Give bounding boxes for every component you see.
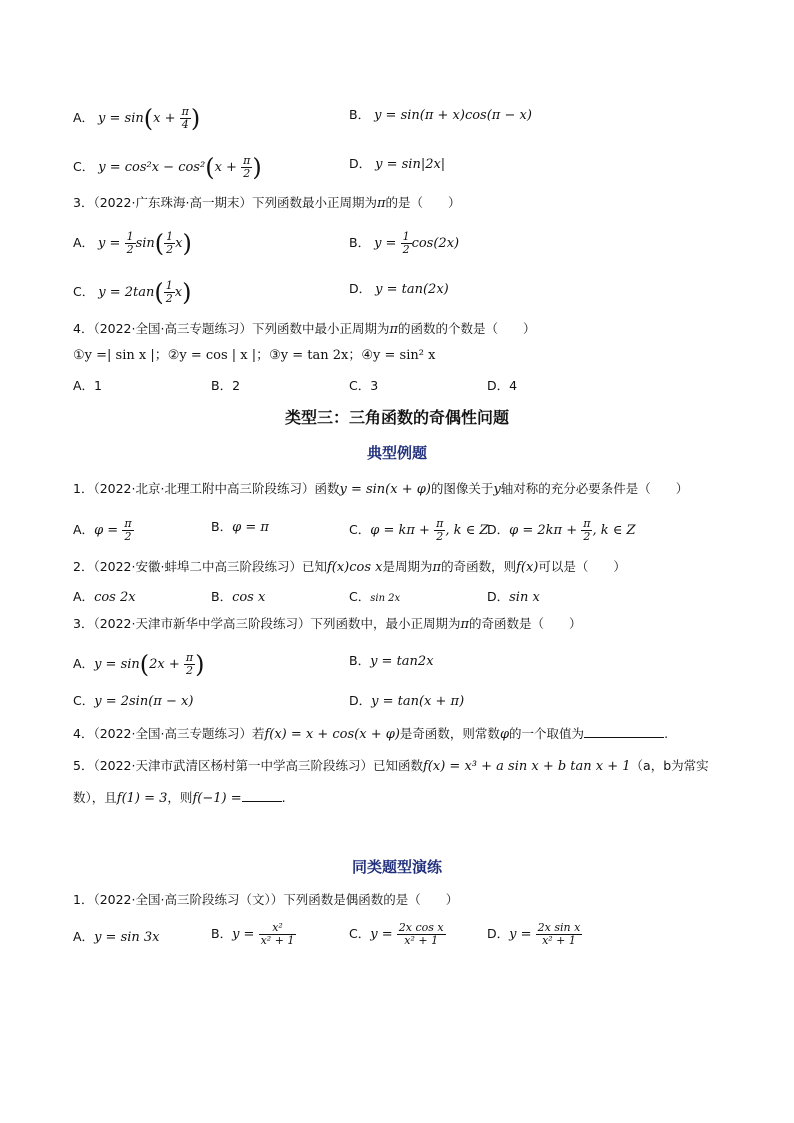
e1-option-a: A．φ = $\frac{\pi}{2}$: [73, 517, 132, 543]
answer-blank[interactable]: [242, 801, 282, 802]
prev-option-c: [73, 155, 262, 180]
practice-title: 同类题型演练: [351, 858, 442, 876]
option-label: A．: [73, 110, 95, 125]
e3-option-c: C．y = 2sin(π − x): [73, 693, 194, 709]
e1-option-b: B．φ = π: [211, 519, 269, 535]
prev-option-d-math: y = sin|2x|: [375, 157, 446, 172]
answer-blank[interactable]: [584, 737, 664, 738]
section-title: 类型三：三角函数的奇偶性问题: [284, 408, 509, 427]
p1-option-b: B．y = $\frac{\text{x²}}{\text{x² + 1}}$: [211, 921, 295, 947]
prev-option-d: [349, 155, 445, 174]
e3-option-a: A．y = sin(2x + $\frac{\pi}{2}$ ): [73, 650, 205, 679]
q4-option-a: A．1: [73, 378, 103, 393]
q3-option-b: B． y = $\frac{1}{2}$ cos(2x): [349, 230, 460, 256]
prev-option-b: [349, 106, 532, 125]
q4-option-c: C．3: [349, 378, 379, 393]
q4-items: ①y =| sin x |；②y = cos | x |；③y = tan 2x；④y = sin² x: [73, 348, 436, 363]
e1-stem: 1．（2022·北京·北理工附中高三阶段练习）函数y = sin(x + φ)的图像关于y轴对称的充分必要条件是（ ）: [73, 481, 689, 497]
p1-option-c: C．y = $\frac{\text{2x cos x}}{\text{x² + 1}}$: [349, 921, 444, 947]
e5-stem: 5．（2022·天津市武清区杨村第一中学高三阶段练习）已知函数f(x) = x³ + a sin x + b tan x + 1（a，b为常实: [73, 758, 709, 774]
e4-stem: 4．（2022·全国·高三专题练习）若f(x) = x + cos(x + φ)是奇函数，则常数φ的一个取值为 .: [73, 726, 669, 742]
option-label: B．: [349, 107, 371, 122]
q3-stem: 3．（2022·广东珠海·高一期末）下列函数最小正周期为π的是（ ）: [73, 195, 461, 211]
e1-option-d: D．φ = 2kπ + $\frac{\pi}{2}$ , k ∈ Z: [487, 517, 636, 543]
prev-option-c-math: y = cos²x − cos²(x + $\frac{\pi}{2}$ ): [98, 153, 262, 182]
prev-option-a-math: y = sin(x + $\frac{\pi}{4}$ ): [98, 104, 201, 133]
option-label: D．: [349, 156, 372, 171]
e2-option-d: D．sin x: [487, 589, 540, 605]
e2-option-c: C．sin 2x: [349, 589, 401, 604]
e1-option-c: C．φ = kπ + $\frac{\pi}{2}$ , k ∈ Z: [349, 517, 489, 543]
q3-option-a: A． y = $\frac{1}{2}$ sin( $\frac{1}{2}$ x): [73, 229, 192, 258]
e2-stem: 2．（2022·安徽·蚌埠二中高三阶段练习）已知f(x)cos x是周期为π的奇函数，则f(x)可以是（ ）: [73, 559, 626, 575]
q4-option-b: B．2: [211, 378, 241, 393]
p1-stem: 1．（2022·全国·高三阶段练习（文））下列函数是偶函数的是（ ）: [73, 892, 459, 907]
e3-option-b: B．y = tan2x: [349, 653, 434, 669]
q3-option-c: C． y = 2tan( $\frac{1}{2}$ x): [73, 278, 192, 307]
typical-examples-title: 典型例题: [366, 444, 427, 462]
q4-option-d: D．4: [487, 378, 518, 393]
e5-line2: 数），且f(1) = 3，则f(−1) = .: [73, 790, 286, 806]
p1-option-a: A．y = sin 3x: [73, 929, 160, 945]
q4-stem: 4．（2022·全国·高三专题练习）下列函数中最小正周期为π的函数的个数是（ ）: [73, 321, 536, 337]
e2-option-b: B．cos x: [211, 589, 266, 605]
q3-option-d: D． y = tan(2x): [349, 281, 449, 297]
e3-stem: 3．（2022·天津市新华中学高三阶段练习）下列函数中，最小正周期为π的奇函数是（ ）: [73, 616, 582, 632]
p1-option-d: D．y = $\frac{\text{2x sin x}}{\text{x² + 1}}$: [487, 921, 581, 947]
prev-option-a: [73, 106, 200, 131]
e3-option-d: D．y = tan(x + π): [349, 693, 465, 709]
e2-option-a: A．cos 2x: [73, 589, 136, 605]
option-label: C．: [73, 159, 95, 174]
prev-option-b-math: y = sin(π + x)cos(π − x): [374, 108, 532, 123]
